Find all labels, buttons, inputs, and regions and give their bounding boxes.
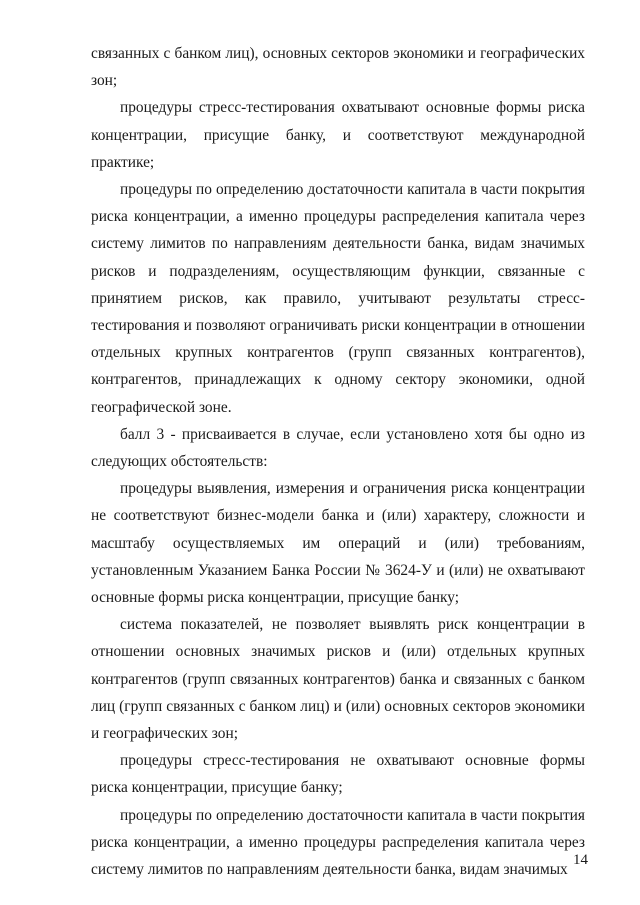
paragraph-continuation: связанных с банком лиц), основных секторов экономики и географических зон; bbox=[91, 45, 585, 90]
paragraph: процедуры стресс-тестирования охватывают основные формы риска концентрации, присущие банку, и соответствуют международной практике; bbox=[91, 99, 585, 171]
paragraph: процедуры по определению достаточности капитала в части покрытия риска концентрации, а именно процедуры распределения капитала через систему лимитов по направлениям деятельности банка, видам значимых bbox=[91, 806, 585, 879]
paragraph: процедуры по определению достаточности капитала в части покрытия риска концентрации, а именно процедуры распределения капитала через систему лимитов по направлениям деятельности банка, видам значимых рисков и подразделениям, осуществляющим функции, связанные с принятием рисков, как правило, учитывают результаты стресс-тестирования и позволяют ограничивать риски концентрации в отношении отдельных крупных контрагентов (групп связанных контрагентов), контрагентов, принадлежащих к одному сектору экономики, одной географической зоне. bbox=[91, 181, 585, 416]
paragraph: процедуры выявления, измерения и ограничения риска концентрации не соответствуют бизнес-модели банка и (или) характеру, сложности и масштабу осуществляемых им операций и (или) требованиям, установленным Указанием Банка России № 3624-У и (или) не охватывают основные формы риска концентрации, присущие банку; bbox=[91, 480, 585, 607]
body-text bbox=[91, 40, 585, 883]
paragraph: процедуры стресс-тестирования не охватывают основные формы риска концентрации, присущие банку; bbox=[91, 752, 585, 797]
paragraph: система показателей, не позволяет выявлять риск концентрации в отношении основных значимых рисков и (или) отдельных крупных контрагентов (групп связанных контрагентов) банка и связанных с банком лиц (групп связанных с банком лиц) и (или) основных секторов экономики и географических зон; bbox=[91, 616, 585, 743]
page-number: 14 bbox=[573, 852, 588, 868]
paragraph: балл 3 - присваивается в случае, если установлено хотя бы одно из следующих обстоятельств: bbox=[91, 425, 585, 471]
